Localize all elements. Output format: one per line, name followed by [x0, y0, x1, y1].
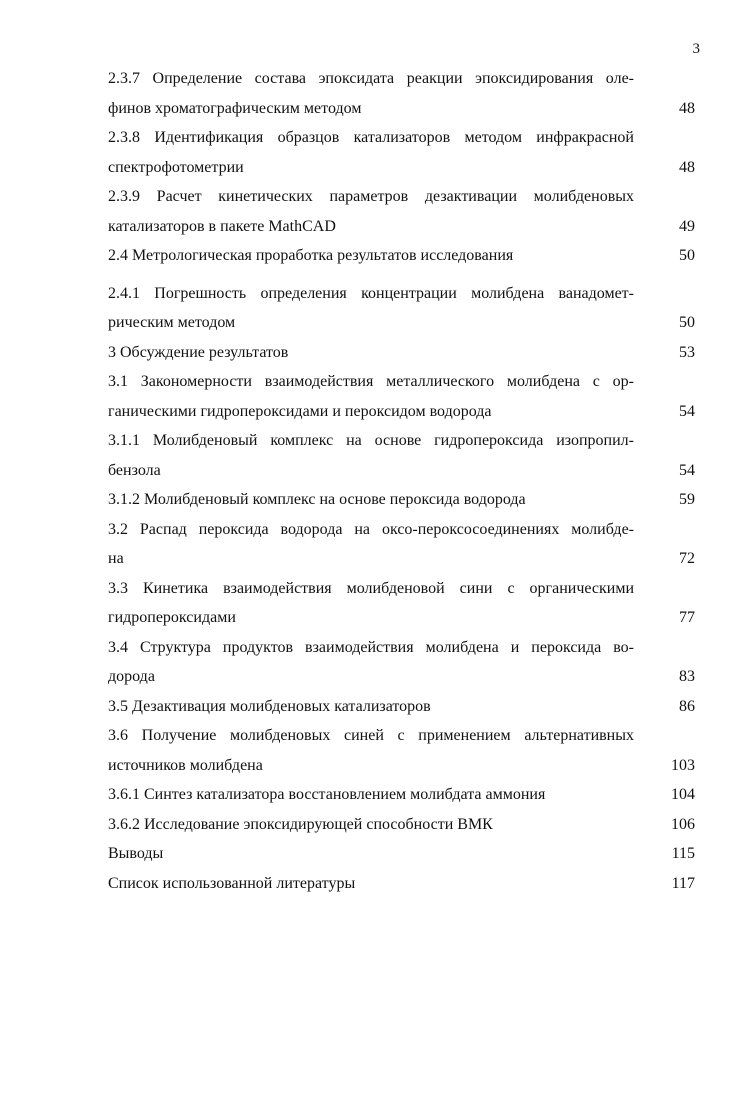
toc-entry: [108, 123, 695, 182]
toc-page-number: 50: [679, 314, 695, 331]
toc-entry: [108, 64, 695, 123]
toc-line: 2.3.7 Определение состава эпоксидата реакции эпоксидирования оле-: [108, 70, 634, 87]
toc-line: Список использованной литературы: [108, 874, 356, 892]
toc-entry-title: [108, 123, 634, 182]
toc-entry: [108, 633, 695, 692]
toc-line: 3.3 Кинетика взаимодействия молибденовой сини с органическими: [108, 579, 634, 597]
toc-entry-title: [108, 279, 634, 338]
toc-line: дорода: [108, 668, 155, 685]
toc-line: 3 Обсуждение результатов: [108, 343, 289, 361]
toc-line: катализаторов в пакете MathCAD: [108, 217, 336, 235]
toc-entry: [108, 241, 695, 271]
toc-line: 3.4 Структура продуктов взаимодействия молибдена и пероксида во-: [108, 638, 634, 656]
toc-page-number: 54: [679, 461, 695, 479]
toc-line: 2.4.1 Погрешность определения концентрации молибдена ванадомет-: [108, 284, 634, 302]
toc-line: 3.5 Дезактивация молибденовых катализаторов: [108, 697, 431, 715]
table-of-contents: [108, 64, 695, 898]
toc-entry: [108, 279, 695, 338]
toc-line: гидропероксидами: [108, 609, 236, 626]
toc-entry-title: [108, 367, 634, 426]
toc-line: 2.3.8 Идентификация образцов катализаторов методом инфракрасной: [108, 129, 634, 146]
toc-page-number: 53: [679, 343, 695, 361]
toc-entry: [108, 426, 695, 485]
toc-entry: [108, 869, 695, 899]
toc-line: 3.2 Распад пероксида водорода на оксо-пероксосоединениях молибде-: [108, 520, 634, 538]
toc-page-number: 49: [679, 217, 695, 235]
toc-page-number: 48: [679, 99, 695, 117]
toc-page-number: 72: [679, 550, 695, 567]
toc-line: ганическими гидропероксидами и пероксидом водорода: [108, 402, 492, 420]
toc-page-number: 106: [671, 815, 695, 833]
toc-entry: [108, 367, 695, 426]
toc-line: финов хроматографическим методом: [108, 99, 362, 117]
toc-entry-title: [108, 633, 634, 692]
toc-line: 3.1.2 Молибденовый комплекс на основе пероксида водорода: [108, 491, 526, 508]
toc-page-number: 115: [671, 845, 695, 862]
toc-entry: [108, 338, 695, 368]
toc-line: 2.3.9 Расчет кинетических параметров дезактивации молибденовых: [108, 188, 634, 205]
toc-entry-title: [108, 515, 634, 574]
toc-line: бензола: [108, 461, 161, 479]
toc-entry: [108, 839, 695, 869]
toc-entry-title: [108, 869, 634, 899]
toc-line: 3.1.1 Молибденовый комплекс на основе гидропероксида изопропил-: [108, 432, 634, 449]
toc-page-number: 83: [679, 668, 695, 685]
toc-line: 3.6.1 Синтез катализатора восстановлением молибдата аммония: [108, 786, 546, 803]
toc-entry-title: [108, 182, 634, 241]
toc-entry: [108, 515, 695, 574]
toc-entry-title: [108, 692, 634, 722]
toc-entry-title: [108, 780, 634, 810]
toc-entry: [108, 692, 695, 722]
toc-entry-title: [108, 810, 634, 840]
toc-page-number: 54: [679, 402, 695, 420]
toc-entry-title: [108, 721, 634, 780]
toc-line: 3.1 Закономерности взаимодействия металлического молибдена с ор-: [108, 373, 634, 390]
toc-page-number: 77: [679, 609, 695, 626]
toc-page-number: 48: [679, 158, 695, 176]
toc-entry-title: [108, 338, 634, 368]
toc-line: на: [108, 550, 124, 567]
toc-entry-title: [108, 574, 634, 633]
toc-line: 3.6.2 Исследование эпоксидирующей способности ВМК: [108, 815, 493, 833]
toc-entry-title: [108, 64, 634, 123]
toc-page-number: 50: [679, 247, 695, 264]
toc-entry: [108, 485, 695, 515]
page-number: 3: [692, 41, 700, 57]
toc-page-number: 104: [671, 786, 695, 803]
toc-entry: [108, 182, 695, 241]
toc-entry-title: [108, 839, 634, 869]
toc-entry: [108, 780, 695, 810]
toc-page-number: 59: [679, 491, 695, 508]
toc-entry-title: [108, 426, 634, 485]
toc-line: спектрофотометрии: [108, 158, 244, 176]
toc-entry: [108, 810, 695, 840]
toc-line: 3.6 Получение молибденовых синей с применением альтернативных: [108, 727, 634, 744]
toc-entry: [108, 574, 695, 633]
toc-page-number: 86: [679, 697, 695, 715]
toc-line: источников молибдена: [108, 756, 263, 774]
toc-line: 2.4 Метрологическая проработка результатов исследования: [108, 247, 514, 264]
toc-page-number: 103: [671, 756, 695, 774]
toc-entry-title: [108, 241, 634, 271]
toc-line: рическим методом: [108, 314, 236, 331]
toc-entry-title: [108, 485, 634, 515]
toc-line: Выводы: [108, 845, 164, 862]
toc-entry: [108, 721, 695, 780]
toc-page-number: 117: [671, 874, 695, 892]
